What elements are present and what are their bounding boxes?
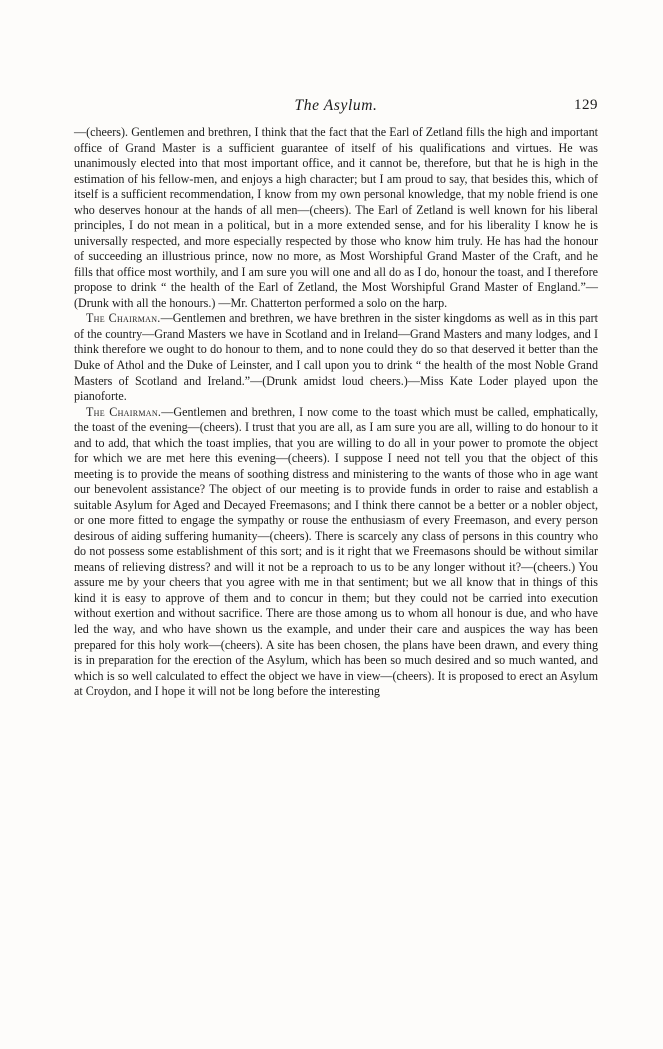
body-text (74, 125, 598, 700)
speaker-label: The Chairman. (86, 404, 162, 419)
paragraph-zetland-toast (74, 125, 598, 311)
paragraph-asylum-toast (74, 405, 598, 700)
paragraph-text: —Gentlemen and brethren, I now come to the toast which must be called, emphatically, the toast of the evening—(cheers). I trust that you are all, as I am sure you are all, willing to do honour to it and to add, that which the toast implies, that you are willing to do all in your power to promote the object for which we are met here this evening—(cheers). I suppose I need not tell you that the object of this meeting is to provide the means of soothing distress and ministering to the wants of those who in age want our benevolent assistance? The object of our meeting is to provide funds in order to raise and establish a suitable Asylum for Aged and Decayed Freemasons; and I think there cannot be a better or a nobler object, or one more fitted to engage the sympathy or rouse the enthusiasm of every Freemason, and every person desirous of aiding suffering humanity—(cheers). There is scarcely any class of persons in this country who do not possess some establishment of this sort; and is it right that we Freemasons should be without similar means of relieving distress? and will it not be a reproach to us to be any longer without it?—(cheers.) You assure me by your cheers that you agree with me in that sentiment; but we all know that in things of this kind it is easy to approve of them and to concur in them; but they could not be carried into execution without exertion and without sacrifice. There are those among us to whom all honour is due, and who have led the way, and who have shown us the example, and under their care and auspices the way has been prepared for this holy work—(cheers). A site has been chosen, the plans have been drawn, and every thing is in preparation for the erection of the Asylum, which has been so much desired and so much wanted, and which is so well calculated to effect the object we have in view—(cheers). It is proposed to erect an Asylum at Croydon, and I hope it will not be long before the interesting (74, 404, 598, 699)
page-number: 129 (574, 97, 598, 113)
speaker-label: The Chairman. (86, 311, 161, 326)
running-title: The Asylum. (294, 97, 378, 114)
paragraph-text: —Gentlemen and brethren, we have brethren in the sister kingdoms as well as in this part of the country—Grand Masters we have in Scotland and in Ireland—Grand Masters and many lodges, and I think therefore we ought to do honour to them, and to none could they do so that deserved it better than the Duke of Athol and the Duke of Leinster, and I call upon you to drink “ the health of the most Noble Grand Masters of Scotland and Ireland.”—(Drunk amidst loud cheers.)—Miss Kate Loder played upon the pianoforte. (74, 311, 598, 404)
paragraph-text: —(cheers). Gentlemen and brethren, I think that the fact that the Earl of Zetland fills the high and important office of Grand Master is a sufficient guarantee of itself of his qualifications and virtues. He was unanimously elected into that most important office, and it cannot be, therefore, but that he is high in the estimation of his fellow-men, and enjoys a high character; but I am proud to say, that besides this, which of itself is a sufficient recommendation, I know from my own personal knowledge, that my noble friend is one who deserves honour at the hands of all men—(cheers). The Earl of Zetland is well known for his liberal principles, I do not mean in a political, but in a more extended sense, and for his liberality I know he is universally respected, and more especially respected by those who know him truly. He has had the honour of succeeding an illustrious prince, now no more, as Most Worshipful Grand Master of the Craft, and he fills that office most worthily, and I am sure you will one and all do as I do, honour the toast, and I therefore propose to drink “ the health of the Earl of Zetland, the Most Worshipful Grand Master of England.”—(Drunk with all the honours.) —Mr. Chatterton performed a solo on the harp. (74, 125, 598, 310)
paragraph-sister-kingdoms-toast (74, 311, 598, 404)
running-head (74, 97, 598, 119)
